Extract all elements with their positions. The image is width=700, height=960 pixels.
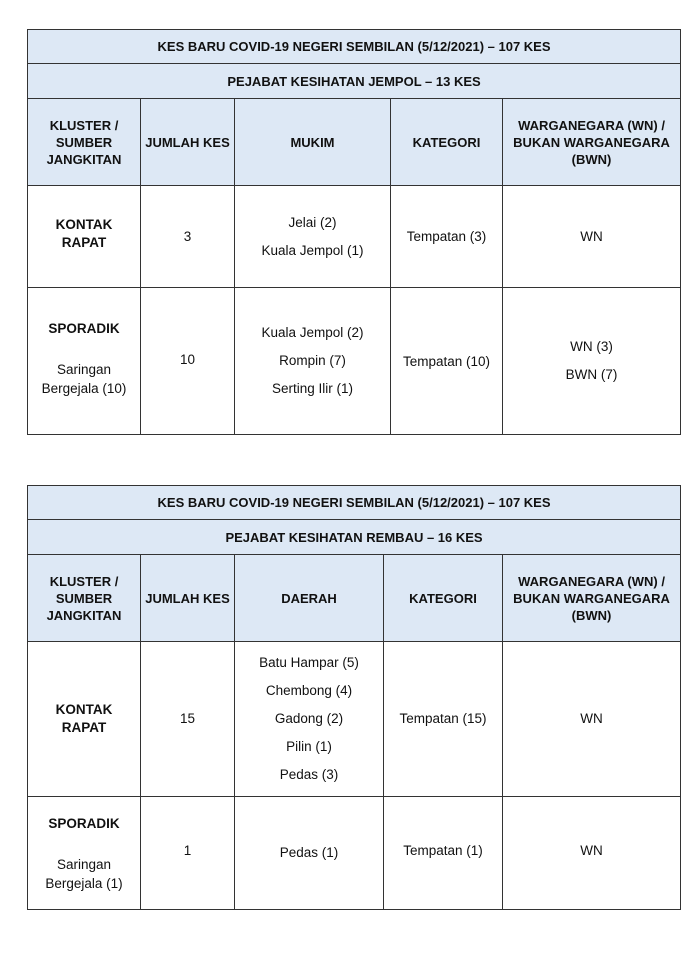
cluster-cell — [28, 797, 141, 910]
area-item: Jelai (2) — [288, 214, 337, 230]
jumlah-cell: 15 — [141, 642, 235, 797]
col-header-area: MUKIM — [235, 99, 391, 186]
cluster-label: SPORADIK — [48, 816, 120, 831]
table-row — [28, 797, 681, 910]
kategori-cell: Tempatan (15) — [384, 642, 503, 797]
area-item: Pilin (1) — [286, 739, 332, 754]
area-cell — [235, 642, 384, 797]
area-item: Serting Ilir (1) — [271, 381, 354, 396]
col-header-area: DAERAH — [235, 555, 384, 642]
cluster-sub-label: Saringan Bergejala (10) — [41, 362, 127, 396]
office-title: PEJABAT KESIHATAN JEMPOL – 13 KES — [28, 64, 681, 99]
table-title: KES BARU COVID-19 NEGERI SEMBILAN (5/12/2021) – 107 KES — [28, 486, 681, 520]
citizenship-item: WN (3) — [570, 339, 613, 354]
table-row — [28, 642, 681, 797]
col-header-citizenship: WARGANEGARA (WN) / BUKAN WARGANEGARA (BWN) — [503, 555, 681, 642]
area-item: Rompin (7) — [279, 353, 346, 368]
covid-table-jempol — [27, 29, 681, 435]
col-header-jumlah: JUMLAH KES — [141, 555, 235, 642]
table-row — [28, 288, 681, 435]
area-item: Kuala Jempol (2) — [261, 325, 364, 340]
col-header-jumlah: JUMLAH KES — [141, 99, 235, 186]
covid-table-rembau — [27, 485, 681, 910]
office-title: PEJABAT KESIHATAN REMBAU – 16 KES — [28, 520, 681, 555]
kategori-cell: Tempatan (3) — [391, 186, 503, 288]
kategori-cell: Tempatan (1) — [384, 797, 503, 910]
kategori-cell: Tempatan (10) — [391, 288, 503, 435]
area-cell: Pedas (1) — [235, 797, 384, 910]
area-item: Kuala Jempol (1) — [261, 242, 364, 258]
area-item: Batu Hampar (5) — [259, 655, 359, 670]
area-cell — [235, 186, 391, 288]
cluster-cell — [28, 288, 141, 435]
jumlah-cell: 3 — [141, 186, 235, 288]
citizenship-cell: WN — [503, 642, 681, 797]
jumlah-cell: 1 — [141, 797, 235, 910]
cluster-sub-label: Saringan Bergejala (1) — [45, 857, 123, 891]
col-header-cluster: KLUSTER / SUMBER JANGKITAN — [28, 99, 141, 186]
citizenship-cell — [503, 288, 681, 435]
table-row — [28, 186, 681, 288]
citizenship-cell: WN — [503, 186, 681, 288]
cluster-cell: KONTAK RAPAT — [28, 186, 141, 288]
area-item: Gadong (2) — [274, 711, 344, 726]
area-item: Chembong (4) — [265, 683, 353, 698]
area-item: Pedas (3) — [279, 767, 339, 782]
col-header-citizenship: WARGANEGARA (WN) / BUKAN WARGANEGARA (BWN) — [503, 99, 681, 186]
cluster-label: SPORADIK — [48, 321, 120, 336]
table-title: KES BARU COVID-19 NEGERI SEMBILAN (5/12/2021) – 107 KES — [28, 30, 681, 64]
col-header-kategori: KATEGORI — [391, 99, 503, 186]
citizenship-item: BWN (7) — [565, 367, 618, 382]
col-header-cluster: KLUSTER / SUMBER JANGKITAN — [28, 555, 141, 642]
citizenship-cell: WN — [503, 797, 681, 910]
cluster-cell: KONTAK RAPAT — [28, 642, 141, 797]
jumlah-cell: 10 — [141, 288, 235, 435]
col-header-kategori: KATEGORI — [384, 555, 503, 642]
area-cell — [235, 288, 391, 435]
